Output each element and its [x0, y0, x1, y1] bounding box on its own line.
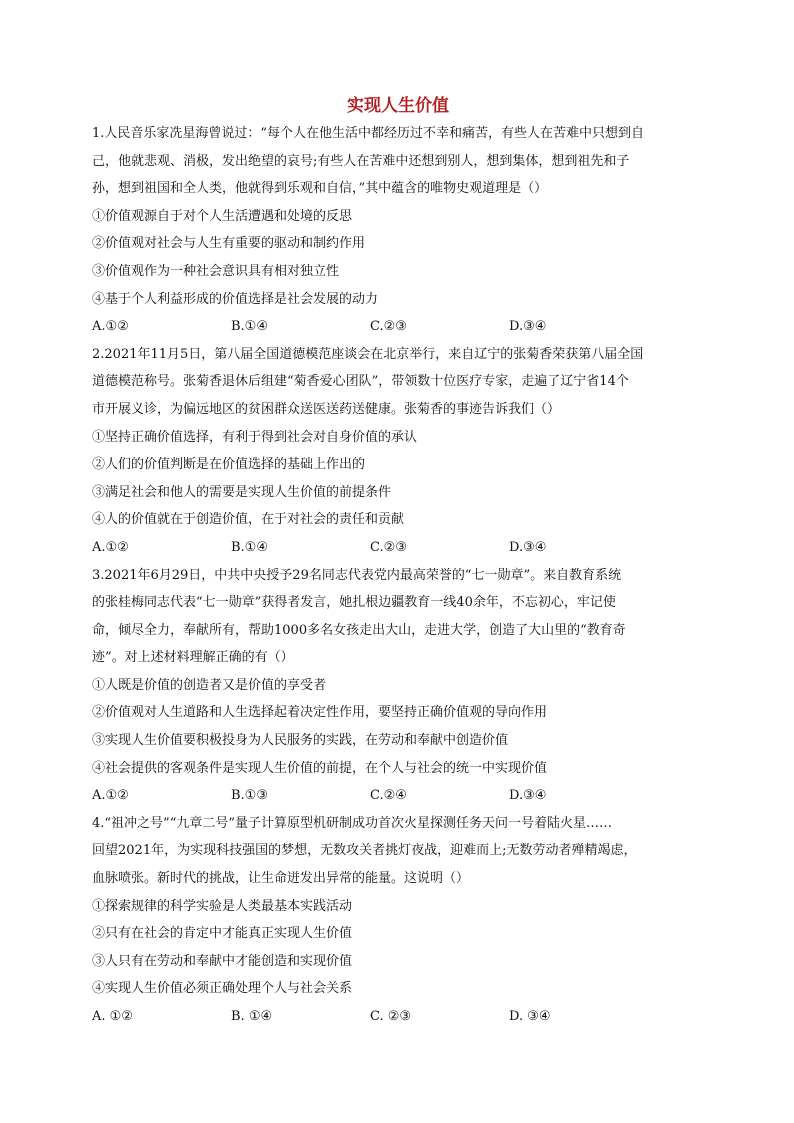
question-stem-line: 己，他就悲观、消极，发出绝望的哀号;有些人在苦难中还想到别人，想到集体，想到祖先和子 [92, 153, 630, 169]
question-stem-line: 孙，想到祖国和全人类，他就得到乐观和自信，”其中蕴含的唯物史观道理是（） [92, 181, 548, 197]
question-2 [92, 341, 704, 562]
question-stem-line: 1.人民音乐家冼星海曾说过：“每个人在他生活中都经历过不幸和痛苦，有些人在苦难中只想到自 [92, 126, 645, 141]
statement-item: ①探索规律的科学实验是人类最基本实践活动 [92, 898, 353, 914]
statement-item: ④实现人生价值必须正确处理个人与社会关系 [92, 981, 353, 997]
question-stem-line: 道德模范称号。张菊香退休后组建“菊香爱心团队”，带领数十位医疗专家，走遍了辽宁省14个 [92, 374, 629, 390]
question-3 [92, 562, 704, 810]
question-stem-line: 市开展义诊，为偏远地区的贫困群众送医送药送健康。张菊香的事迹告诉我们（） [92, 401, 561, 417]
answer-options [92, 782, 704, 810]
statement-item: ④基于个人利益形成的价值选择是社会发展的动力 [92, 291, 379, 307]
option-d: D.③④ [509, 319, 547, 335]
question-stem-line: 的张桂梅同志代表“七一勋章”获得者发言，她扎根边疆教育一线40余年，不忘初心，牢记使 [92, 595, 616, 611]
option-b: B. ①④ [231, 1009, 273, 1024]
option-d: D. ③④ [509, 1009, 551, 1024]
question-stem-line: 回望2021年，为实现科技强国的梦想，无数攻关者挑灯夜战，迎难而上;无数劳动者殚精竭虑， [92, 843, 637, 859]
option-c: C.②③ [370, 539, 407, 555]
statement-item: ②价值观对人生道路和人生选择起着决定性作用，要坚持正确价值观的导向作用 [92, 705, 548, 721]
question-stem-line: 3.2021年6月29日，中共中央授予29名同志代表党内最高荣誉的“七一勋章”。来自教育系统 [92, 567, 622, 583]
statement-item: ①人既是价值的创造者又是价值的享受者 [92, 677, 327, 693]
answer-options [92, 534, 704, 562]
question-stem-line: 血脉喷张。新时代的挑战，让生命迸发出异常的能量。这说明（） [92, 871, 470, 887]
option-a: A.①② [92, 539, 129, 555]
statement-item: ④人的价值就在于创造价值，在于对社会的责任和贡献 [92, 512, 405, 528]
option-d: D.③④ [509, 539, 547, 555]
page-title: 实现人生价值 [347, 96, 449, 116]
option-c: C. ②③ [370, 1009, 412, 1024]
option-c: C.②③ [370, 319, 407, 335]
question-stem-line: 迹”。对上述材料理解正确的有（） [92, 650, 294, 666]
question-4 [92, 810, 704, 1031]
document-page [92, 92, 704, 1031]
statement-item: ②只有在社会的肯定中才能真正实现人生价值 [92, 926, 353, 942]
option-a: A.①② [92, 319, 129, 335]
question-stem-line: 命，倾尽全力，奉献所有，帮助1000多名女孩走出大山，走进大学，创造了大山里的“教育奇 [92, 622, 626, 638]
answer-options [92, 313, 704, 341]
statement-item: ④社会提供的客观条件是实现人生价值的前提，在个人与社会的统一中实现价值 [92, 760, 548, 776]
option-b: B.①④ [231, 539, 268, 555]
option-d: D.③④ [509, 788, 547, 804]
question-stem-line: 4.“祖冲之号”“九章二号”量子计算原型机研制成功首次火星探测任务天问一号着陆火星…… [92, 815, 612, 831]
statement-item: ①坚持正确价值选择，有利于得到社会对自身价值的承认 [92, 429, 418, 445]
statement-item: ②人们的价值判断是在价值选择的基础上作出的 [92, 457, 366, 473]
option-b: B.①④ [231, 319, 268, 335]
statement-item: ③满足社会和他人的需要是实现人生价值的前提条件 [92, 484, 392, 500]
statement-item: ①价值观源自于对个人生活遭遇和处境的反思 [92, 208, 353, 224]
option-a: A. ①② [92, 1009, 133, 1024]
statement-item: ③人只有在劳动和奉献中才能创造和实现价值 [92, 953, 353, 969]
statement-item: ③实现人生价值要积极投身为人民服务的实践，在劳动和奉献中创造价值 [92, 733, 509, 749]
answer-options [92, 1003, 704, 1031]
option-c: C.②④ [370, 788, 407, 804]
question-1 [92, 120, 704, 341]
statement-item: ③价值观作为一种社会意识具有相对独立性 [92, 263, 340, 279]
option-b: B.①③ [231, 788, 268, 804]
option-a: A.①② [92, 788, 129, 804]
statement-item: ②价值观对社会与人生有重要的驱动和制约作用 [92, 236, 366, 252]
question-stem-line: 2.2021年11月5日，第八届全国道德模范座谈会在北京举行，来自辽宁的张菊香荣获第八届全国 [92, 346, 644, 362]
